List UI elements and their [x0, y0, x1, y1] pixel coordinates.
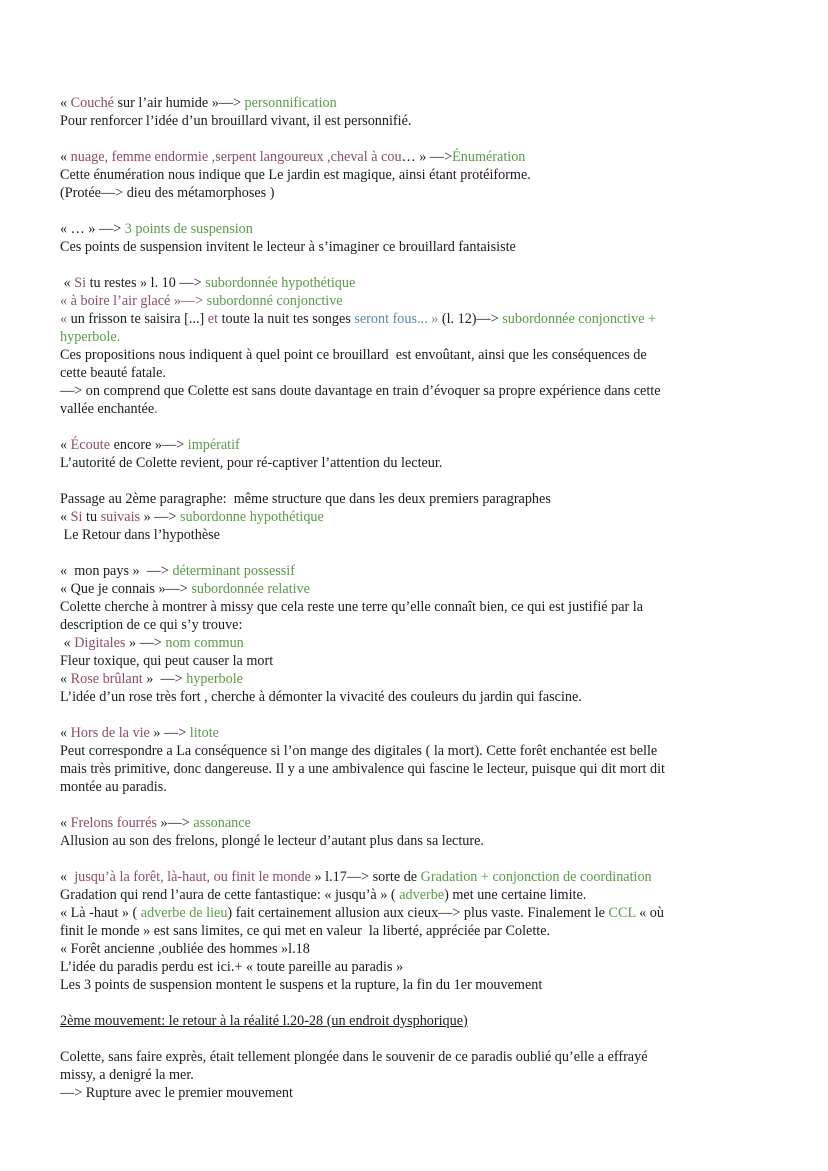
text-line	[60, 1012, 770, 1030]
text-segment: subordonné conjonctive	[206, 293, 343, 309]
text-segment: Le Retour dans l’hypothèse	[60, 527, 220, 543]
text-segment: «	[60, 275, 75, 291]
text-segment: .	[154, 401, 158, 417]
text-segment: adverbe	[399, 887, 445, 903]
text-line	[60, 922, 770, 940]
text-segment: missy, a denigré la mer.	[60, 1067, 194, 1083]
text-line	[60, 112, 770, 130]
text-segment: Gradation + conjonction de coordination	[420, 869, 652, 885]
text-segment: » —>	[142, 671, 187, 687]
text-segment: » l.17—> sorte de	[310, 869, 421, 885]
text-segment: tu	[82, 509, 101, 525]
text-segment: «	[60, 311, 71, 327]
text-line	[60, 274, 770, 292]
text-line	[60, 976, 770, 994]
text-segment: « à boire l’air glacé »—>	[60, 293, 207, 309]
text-segment: —> on comprend que Colette est sans doute davantage en train d’évoquer sa propre expérience dans cette	[60, 383, 661, 399]
text-segment: Cette énumération nous indique que Le jardin est magique, ainsi étant protéiforme.	[60, 167, 531, 183]
text-segment: subordonne hypothétique	[179, 509, 324, 525]
text-segment: hyperbole	[186, 671, 243, 687]
text-segment: Digitales	[74, 635, 126, 651]
text-line	[60, 94, 770, 112]
text-segment: montée au paradis.	[60, 779, 167, 795]
text-segment: litote	[189, 725, 219, 741]
text-segment: subordonnée relative	[191, 581, 310, 597]
text-segment: nuage, femme endormie ,serpent langoureux ,cheval à cou	[70, 149, 402, 165]
text-line	[60, 868, 770, 886]
text-segment: «	[60, 509, 71, 525]
text-line	[60, 940, 770, 958]
text-line	[60, 238, 770, 256]
text-line	[60, 490, 770, 508]
text-segment: «	[60, 437, 71, 453]
text-segment: ) met une certaine limite.	[444, 887, 587, 903]
text-segment: Rose brûlant	[70, 671, 143, 687]
text-line	[60, 1066, 770, 1084]
text-segment: «	[60, 815, 71, 831]
text-line	[60, 652, 770, 670]
text-segment: Si	[70, 509, 83, 525]
text-segment: « … » —>	[60, 221, 125, 237]
text-segment: encore »—>	[110, 437, 188, 453]
text-segment: assonance	[193, 815, 251, 831]
text-segment: 2ème mouvement: le retour à la réalité l.20-28 (un endroit dysphorique)	[60, 1013, 468, 1029]
text-segment: Couché	[70, 95, 114, 111]
text-segment: cette beauté fatale.	[60, 365, 166, 381]
text-line	[60, 454, 770, 472]
text-segment: Écoute	[70, 437, 111, 453]
text-line	[60, 580, 770, 598]
text-segment: «	[60, 725, 71, 741]
text-line	[60, 742, 770, 760]
text-segment: tu restes » l. 10 —>	[86, 275, 206, 291]
text-segment: Frelons fourrés	[70, 815, 157, 831]
text-segment: impératif	[187, 437, 240, 453]
text-segment: Si	[74, 275, 87, 291]
text-segment: «	[60, 671, 71, 687]
text-line	[60, 166, 770, 184]
text-line	[60, 832, 770, 850]
text-segment: Énumération	[452, 149, 526, 165]
text-segment: « où	[635, 905, 664, 921]
text-segment: —> Rupture avec le premier mouvement	[60, 1085, 293, 1101]
text-segment: déterminant possessif	[172, 563, 295, 579]
text-segment: adverbe de lieu	[140, 905, 228, 921]
text-segment: Fleur toxique, qui peut causer la mort	[60, 653, 274, 669]
text-line	[60, 724, 770, 742]
text-segment: Hors de la vie	[70, 725, 150, 741]
text-segment: jusqu’à la forêt, là-haut, ou finit le monde	[74, 869, 311, 885]
text-line	[60, 508, 770, 526]
text-line	[60, 526, 770, 544]
text-segment: Ces propositions nous indiquent à quel point ce brouillard est envoûtant, ainsi que les conséquences de	[60, 347, 647, 363]
text-segment: »—>	[156, 815, 194, 831]
text-segment: (l. 12)—>	[438, 311, 503, 327]
text-line	[60, 220, 770, 238]
text-segment: un frisson te saisira [...]	[70, 311, 208, 327]
text-segment: » —>	[140, 509, 180, 525]
text-segment: subordonnée hypothétique	[205, 275, 356, 291]
text-line	[60, 148, 770, 166]
text-segment: » —>	[125, 635, 166, 651]
text-line	[60, 1084, 770, 1102]
text-segment: hyperbole.	[60, 329, 121, 345]
text-segment: mais très primitive, donc dangereuse. Il y a une ambivalence qui fascine le lecteur, puisque qui dit mort dit	[60, 761, 665, 777]
text-segment: « Là -haut » (	[60, 905, 141, 921]
text-segment: finit le monde » est sans limites, ce qui met en valeur la liberté, appréciée par Colette.	[60, 923, 551, 939]
text-line	[60, 184, 770, 202]
text-segment: » —>	[149, 725, 190, 741]
text-line	[60, 634, 770, 652]
text-segment: description de ce qui s’y trouve:	[60, 617, 243, 633]
text-line	[60, 382, 770, 400]
text-segment: 3 points de suspension	[124, 221, 253, 237]
text-segment: Passage au 2ème paragraphe: même structure que dans les deux premiers paragraphes	[60, 491, 551, 507]
text-line	[60, 562, 770, 580]
text-segment: « mon pays » —>	[60, 563, 173, 579]
text-segment: L’idée du paradis perdu est ici.+ « toute pareille au paradis »	[60, 959, 404, 975]
text-line	[60, 436, 770, 454]
text-segment: (Protée—> dieu des métamorphoses )	[60, 185, 275, 201]
text-line	[60, 904, 770, 922]
text-segment: «	[60, 869, 75, 885]
text-segment: Les 3 points de suspension montent le suspens et la rupture, la fin du 1er mouvement	[60, 977, 543, 993]
text-line	[60, 292, 770, 310]
text-segment: suivais	[100, 509, 141, 525]
text-segment: sur l’air humide »—>	[113, 95, 245, 111]
text-segment: et	[207, 311, 219, 327]
text-segment: L’idée d’un rose très fort , cherche à démonter la vivacité des couleurs du jardin qui fascine.	[60, 689, 582, 705]
text-segment: seront fous... »	[354, 311, 439, 327]
text-segment: … » —>	[401, 149, 453, 165]
text-segment: Gradation qui rend l’aura de cette fantastique: « jusqu’à » (	[60, 887, 400, 903]
text-line	[60, 364, 770, 382]
text-segment: L’autorité de Colette revient, pour ré-captiver l’attention du lecteur.	[60, 455, 443, 471]
text-line	[60, 688, 770, 706]
text-segment: « Forêt ancienne ,oubliée des hommes »l.18	[60, 941, 310, 957]
text-line	[60, 778, 770, 796]
text-segment: vallée enchantée	[60, 401, 155, 417]
text-line	[60, 814, 770, 832]
text-segment: Colette, sans faire exprès, était tellement plongée dans le souvenir de ce paradis oublié qu’elle a effrayé	[60, 1049, 648, 1065]
text-segment: «	[60, 149, 71, 165]
text-segment: «	[60, 635, 75, 651]
text-segment: toute la nuit tes songes	[218, 311, 355, 327]
text-segment: « Que je connais »—>	[60, 581, 192, 597]
text-line	[60, 760, 770, 778]
text-line	[60, 670, 770, 688]
text-line	[60, 310, 770, 328]
text-line	[60, 958, 770, 976]
text-line	[60, 616, 770, 634]
text-line	[60, 346, 770, 364]
text-segment: ) fait certainement allusion aux cieux—> plus vaste. Finalement le	[227, 905, 609, 921]
text-segment: Peut correspondre a La conséquence si l’on mange des digitales ( la mort). Cette forêt enchantée est belle	[60, 743, 658, 759]
text-segment: personnification	[244, 95, 337, 111]
text-segment: Allusion au son des frelons, plongé le lecteur d’autant plus dans sa lecture.	[60, 833, 484, 849]
text-line	[60, 328, 770, 346]
text-segment: «	[60, 95, 71, 111]
text-line	[60, 1048, 770, 1066]
text-segment: Ces points de suspension invitent le lecteur à s’imaginer ce brouillard fantaisiste	[60, 239, 516, 255]
text-segment: Pour renforcer l’idée d’un brouillard vivant, il est personnifié.	[60, 113, 412, 129]
text-segment: CCL	[608, 905, 636, 921]
text-line	[60, 886, 770, 904]
text-line	[60, 598, 770, 616]
text-segment: nom commun	[165, 635, 244, 651]
text-segment: subordonnée conjonctive +	[502, 311, 657, 327]
text-line	[60, 400, 770, 418]
text-segment: Colette cherche à montrer à missy que cela reste une terre qu’elle connaît bien, ce qui est justifié par la	[60, 599, 644, 615]
